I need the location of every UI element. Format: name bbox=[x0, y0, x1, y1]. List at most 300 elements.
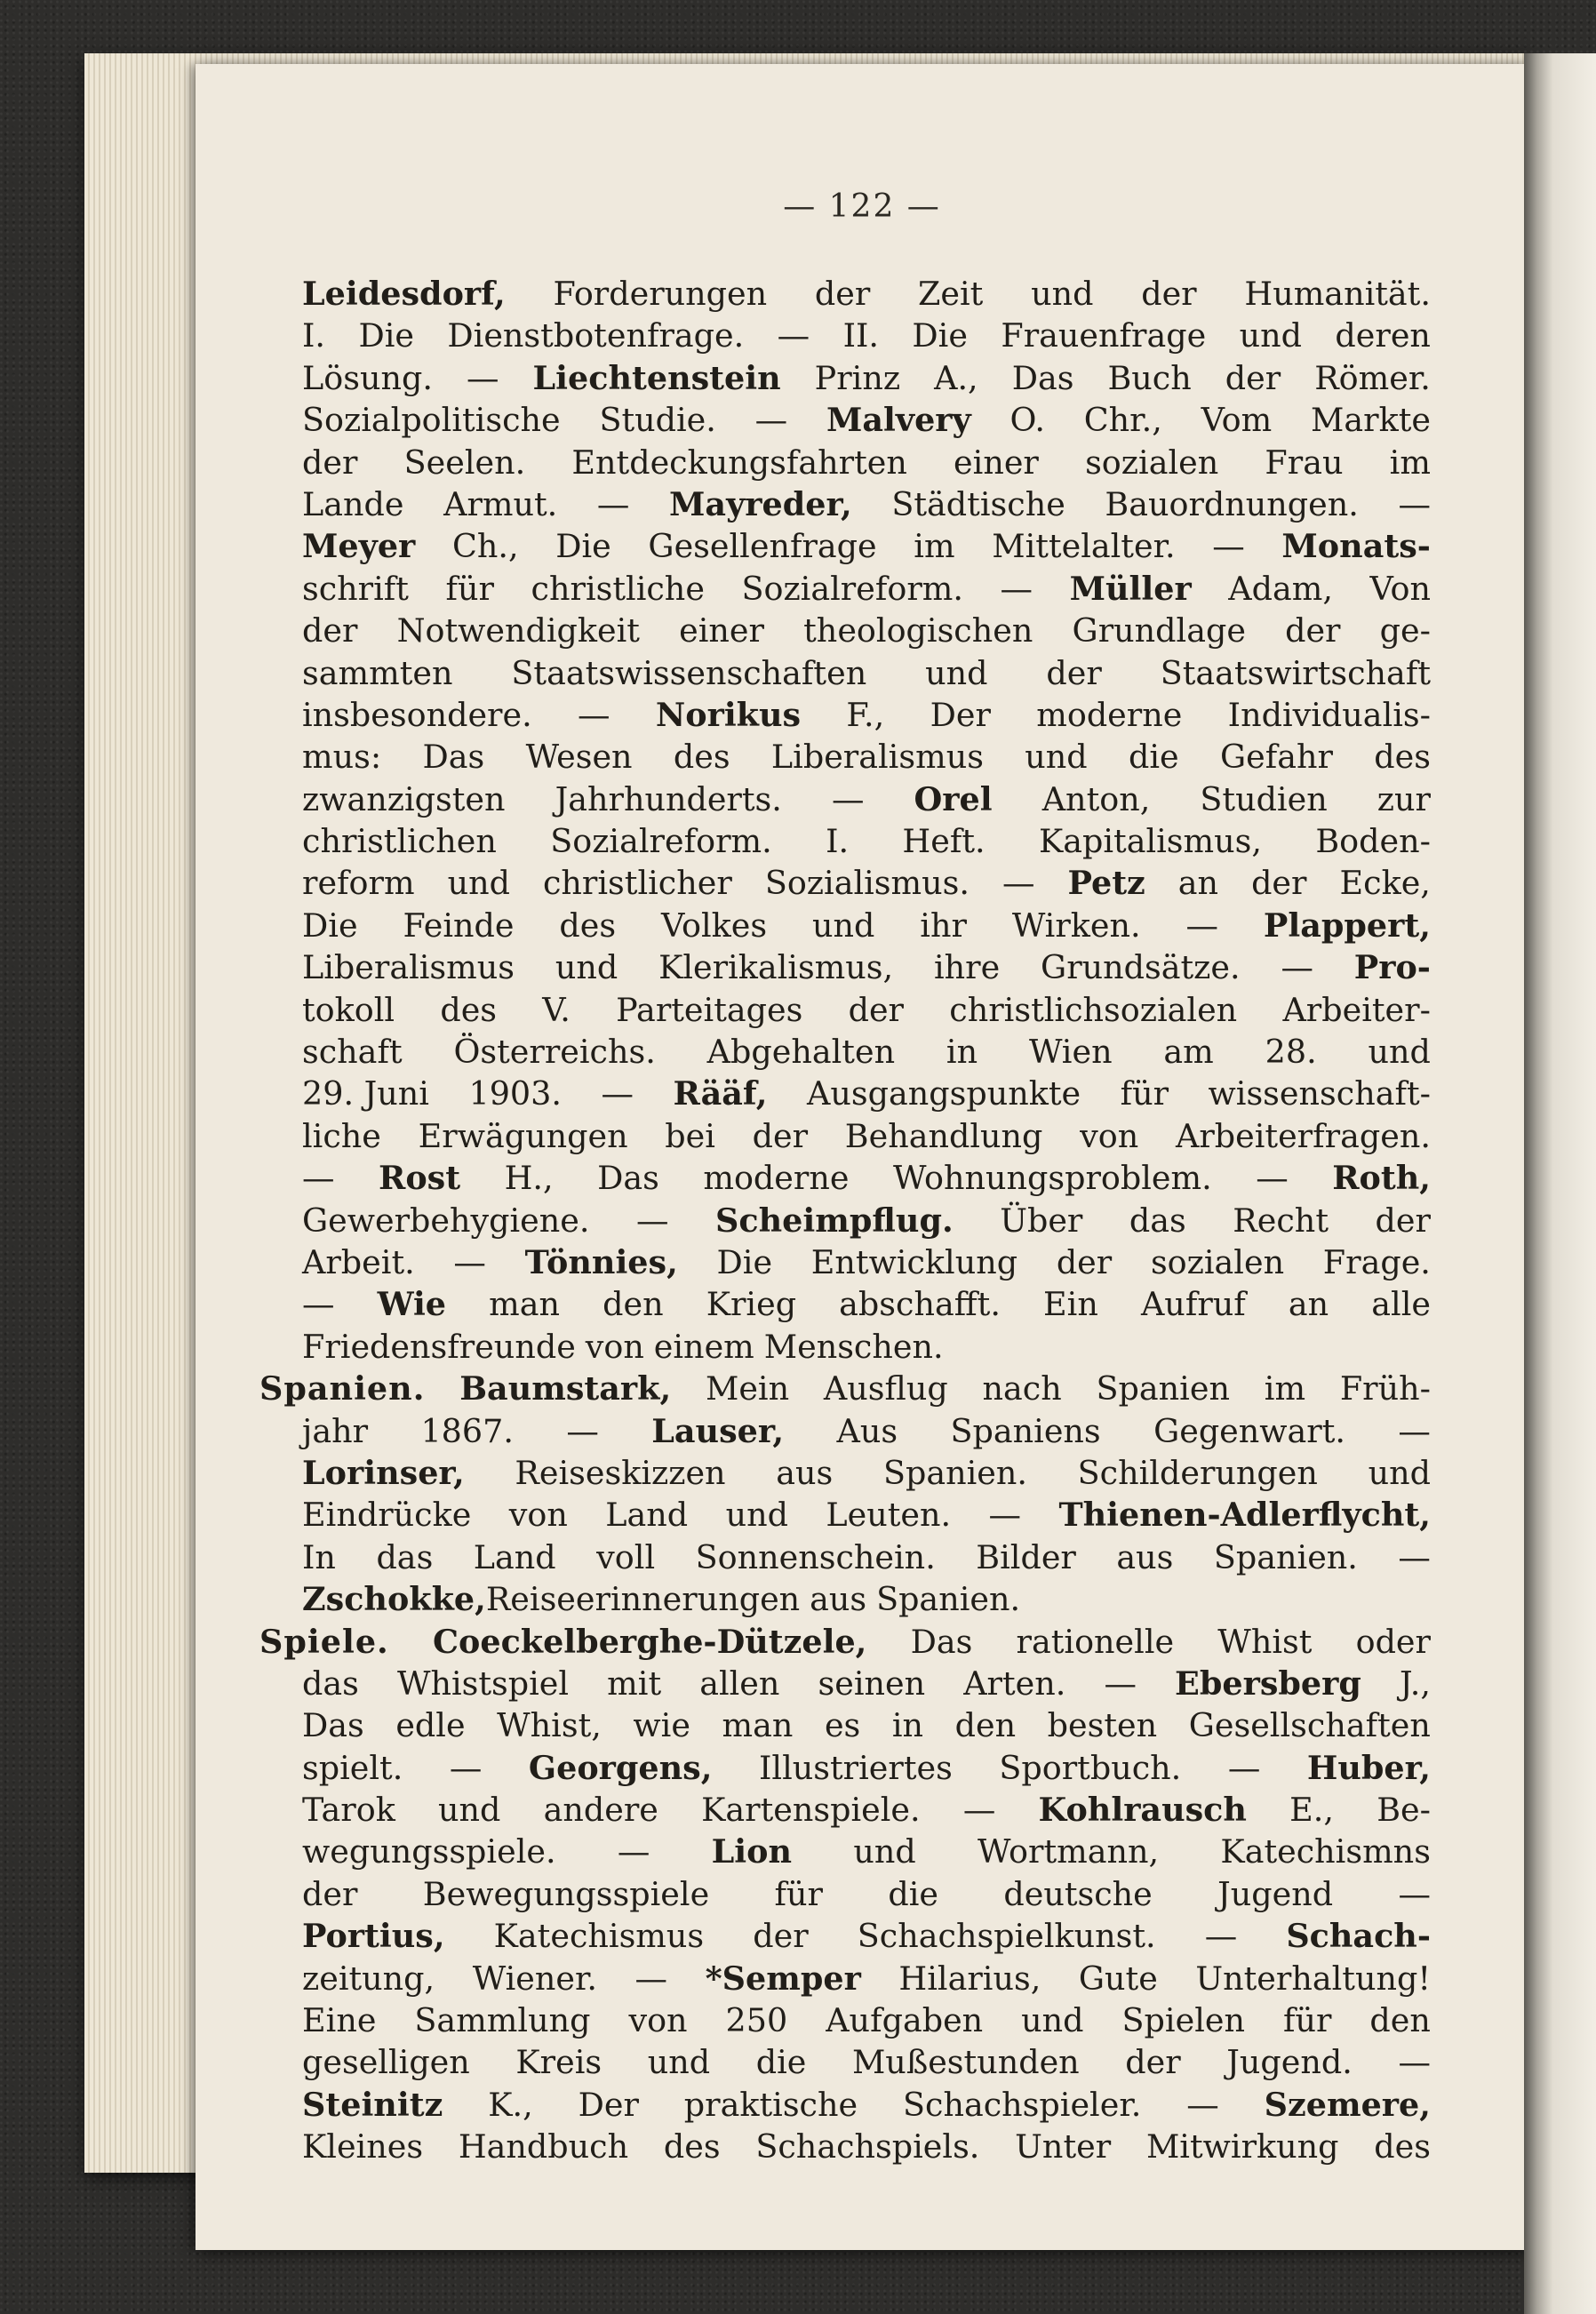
book-page bbox=[196, 64, 1528, 2250]
text-line bbox=[302, 1410, 1431, 1452]
word: Tarok bbox=[302, 1791, 395, 1830]
word: Behandlung bbox=[844, 1116, 1043, 1155]
word: 1867. bbox=[420, 1411, 514, 1450]
text-line bbox=[302, 1073, 1431, 1114]
word: Schachspiels. bbox=[755, 2127, 980, 2166]
word: Mein bbox=[705, 1369, 790, 1408]
word: des bbox=[559, 906, 617, 945]
word: Adam, bbox=[1228, 569, 1333, 608]
word: Kreis bbox=[515, 2043, 602, 2082]
word: mus: bbox=[302, 738, 382, 777]
word: Der bbox=[930, 695, 991, 734]
word: Spaniens bbox=[950, 1411, 1101, 1450]
text-line bbox=[302, 1578, 1431, 1620]
word: Frau bbox=[1265, 443, 1344, 482]
word: das bbox=[376, 1537, 434, 1576]
word: Das bbox=[422, 738, 485, 777]
text-line bbox=[302, 820, 1431, 862]
word: der bbox=[302, 1874, 358, 1913]
word: Die bbox=[302, 906, 358, 945]
word: Staatswissenschaften bbox=[511, 653, 867, 692]
word: — bbox=[601, 1074, 634, 1113]
word: Das bbox=[302, 1706, 364, 1745]
word: seinen bbox=[818, 1664, 926, 1703]
word: Unterhaltung! bbox=[1195, 1959, 1431, 1998]
word: in bbox=[946, 1033, 978, 1072]
word: und bbox=[853, 1832, 916, 1871]
word: der bbox=[814, 275, 871, 313]
word: oder bbox=[1355, 1622, 1431, 1661]
word: Sonnenschein. bbox=[695, 1537, 936, 1576]
word: Sozialismus. bbox=[764, 864, 970, 903]
text-line bbox=[302, 778, 1431, 820]
word: Coeckelberghe-Dützele, bbox=[432, 1622, 867, 1661]
word: christlichsozialen bbox=[949, 990, 1238, 1029]
word: Erwägungen bbox=[418, 1116, 628, 1155]
text-line bbox=[302, 1157, 1431, 1199]
word: ihre bbox=[933, 948, 1001, 987]
word: Bauordnungen. bbox=[1105, 484, 1359, 523]
word: im bbox=[1264, 1369, 1306, 1408]
word: Sozialpolitische bbox=[302, 401, 561, 440]
word: — bbox=[831, 779, 865, 818]
word: Studien bbox=[1200, 779, 1328, 818]
word: Österreichs. bbox=[453, 1033, 656, 1072]
word: Leidesdorf, bbox=[302, 275, 506, 313]
word: Handbuch bbox=[458, 2127, 629, 2166]
word: der bbox=[848, 990, 905, 1029]
word: In bbox=[302, 1537, 336, 1576]
word: Die bbox=[555, 527, 611, 566]
word: Städtische bbox=[891, 484, 1065, 523]
word: J., bbox=[1399, 1664, 1431, 1703]
word: Kohlrausch bbox=[1038, 1791, 1247, 1830]
word: aus bbox=[1116, 1537, 1174, 1576]
word: den bbox=[602, 1285, 664, 1324]
word: liche bbox=[302, 1116, 381, 1155]
word: an bbox=[1177, 864, 1219, 903]
facing-page-edge bbox=[1524, 53, 1596, 2314]
text-line bbox=[302, 1115, 1431, 1157]
word: — bbox=[634, 1959, 668, 1998]
text-line bbox=[302, 1326, 1431, 1368]
word: — bbox=[1212, 527, 1245, 566]
word: Arbeiterfragen. bbox=[1175, 1116, 1431, 1155]
word: und bbox=[1368, 1033, 1431, 1072]
text-line bbox=[302, 736, 1431, 778]
word: Tönnies, bbox=[524, 1242, 678, 1281]
word: wie bbox=[633, 1706, 690, 1745]
word: einer bbox=[954, 443, 1039, 482]
word: schrift bbox=[302, 569, 409, 608]
word: von bbox=[508, 1496, 568, 1535]
word: Von bbox=[1369, 569, 1431, 608]
word: edle bbox=[395, 1706, 466, 1745]
word: und bbox=[447, 864, 510, 903]
word: Whist, bbox=[497, 1706, 602, 1745]
word: Wortmann, bbox=[978, 1832, 1160, 1871]
word: und bbox=[647, 2043, 711, 2082]
word: Staatswirtschaft bbox=[1160, 653, 1431, 692]
word: der bbox=[1141, 275, 1197, 313]
word: Ecke, bbox=[1339, 864, 1431, 903]
word: Be- bbox=[1377, 1791, 1431, 1830]
word: Arbeiter- bbox=[1282, 990, 1431, 1029]
word: Sozialreform. bbox=[741, 569, 963, 608]
word: der bbox=[1285, 611, 1341, 650]
word: Über bbox=[1000, 1201, 1083, 1240]
word: Schachspielkunst. bbox=[857, 1917, 1156, 1956]
section-heading: Spanien. bbox=[259, 1369, 426, 1408]
word: I. bbox=[826, 822, 850, 861]
word: von bbox=[628, 2001, 688, 2040]
word: Gewerbehygiene. bbox=[302, 1201, 590, 1240]
word: Chr., bbox=[1083, 401, 1162, 440]
text-line bbox=[302, 1663, 1431, 1704]
word: Jahrhunderts. bbox=[555, 779, 782, 818]
word: Abgehalten bbox=[706, 1033, 896, 1072]
word: 250 bbox=[725, 2001, 788, 2040]
word: Krieg bbox=[706, 1285, 797, 1324]
text-line bbox=[302, 399, 1431, 441]
text-line bbox=[302, 273, 1431, 315]
word: Grundlage bbox=[1072, 611, 1246, 650]
word: Land bbox=[605, 1496, 689, 1535]
word: E., bbox=[1289, 1791, 1334, 1830]
word: der bbox=[752, 1116, 809, 1155]
word: Kleines bbox=[302, 2127, 424, 2166]
word: Schach- bbox=[1286, 1917, 1431, 1956]
word: — bbox=[449, 1748, 483, 1787]
word: 28. bbox=[1265, 1033, 1317, 1072]
word: aus bbox=[810, 1580, 867, 1619]
word: II. bbox=[842, 316, 880, 355]
section-heading: Spiele. bbox=[259, 1622, 389, 1661]
word: Klerikalismus, bbox=[658, 948, 894, 987]
word: Dienstbotenfrage. bbox=[447, 316, 745, 355]
word: Wesen bbox=[525, 738, 633, 777]
word: ihr bbox=[920, 906, 967, 945]
word: Frauenfrage bbox=[1001, 316, 1207, 355]
word: Gesellenfrage bbox=[648, 527, 877, 566]
word: an bbox=[1288, 1285, 1329, 1324]
word: sozialen bbox=[1085, 443, 1219, 482]
word: Zeit bbox=[918, 275, 984, 313]
word: abschafft. bbox=[839, 1285, 1001, 1324]
text-line bbox=[302, 315, 1431, 356]
word: voll bbox=[596, 1537, 656, 1576]
word: — bbox=[1398, 1411, 1431, 1450]
word: es bbox=[824, 1706, 861, 1745]
word: Schilderungen bbox=[1077, 1453, 1318, 1492]
word: Whist bbox=[1217, 1622, 1313, 1661]
text-line bbox=[302, 483, 1431, 525]
word: Parteitages bbox=[616, 990, 803, 1029]
word: Scheimpflug. bbox=[715, 1201, 954, 1240]
word: Reiseskizzen bbox=[515, 1453, 726, 1492]
word: Ein bbox=[1043, 1285, 1098, 1324]
word: A., bbox=[934, 358, 978, 397]
text-line bbox=[302, 1494, 1431, 1536]
word: Schachspieler. bbox=[903, 2085, 1142, 2124]
text-line bbox=[302, 652, 1431, 694]
text-line bbox=[302, 442, 1431, 483]
word: Leuten. bbox=[826, 1496, 952, 1535]
word: Individualis- bbox=[1227, 695, 1431, 734]
word: man bbox=[722, 1706, 794, 1745]
word: sozialen bbox=[1150, 1242, 1285, 1281]
word: geselligen bbox=[302, 2043, 470, 2082]
word: Studie. bbox=[599, 401, 716, 440]
word: Rost bbox=[378, 1159, 461, 1198]
text-line bbox=[302, 610, 1431, 651]
word: Notwendigkeit bbox=[396, 611, 640, 650]
word: Mußestunden bbox=[851, 2043, 1080, 2082]
word: — bbox=[596, 484, 630, 523]
word: der bbox=[753, 1917, 809, 1956]
word: ge- bbox=[1379, 611, 1431, 650]
word: V. bbox=[542, 990, 571, 1029]
word: Gute bbox=[1078, 1959, 1158, 1998]
word: christliche bbox=[531, 569, 705, 608]
text-line bbox=[302, 1747, 1431, 1789]
word: Portius, bbox=[302, 1917, 445, 1956]
word: theologischen bbox=[803, 611, 1033, 650]
text-line bbox=[302, 1452, 1431, 1494]
word: Katechismns bbox=[1220, 1832, 1431, 1871]
word: Georgens, bbox=[528, 1748, 713, 1787]
word: deren bbox=[1335, 316, 1431, 355]
text-line bbox=[302, 694, 1431, 736]
word: Ebersberg bbox=[1175, 1664, 1361, 1703]
word: Aufgaben bbox=[826, 2001, 984, 2040]
text-line bbox=[302, 525, 1431, 567]
word: des bbox=[663, 2127, 721, 2166]
word: deutsche bbox=[1003, 1874, 1153, 1913]
word: Jugend bbox=[1217, 1874, 1334, 1913]
word: Anton, bbox=[1041, 779, 1151, 818]
word: die bbox=[888, 1874, 938, 1913]
word: Lion bbox=[711, 1832, 793, 1871]
word: Jugend. bbox=[1226, 2043, 1353, 2082]
word: I. bbox=[302, 316, 326, 355]
word: zwanzigsten bbox=[302, 779, 506, 818]
word: Die bbox=[358, 316, 414, 355]
word: 29. Juni bbox=[302, 1074, 429, 1113]
word: und bbox=[725, 1496, 788, 1535]
word: Gesellschaften bbox=[1188, 1706, 1431, 1745]
text-line bbox=[302, 1958, 1431, 1999]
word: Die bbox=[716, 1242, 773, 1281]
word: — bbox=[1000, 569, 1033, 608]
word: andere bbox=[543, 1791, 658, 1830]
word: Steinitz bbox=[302, 2085, 443, 2124]
word: O. bbox=[1009, 401, 1045, 440]
word: Wohnungsproblem. bbox=[892, 1159, 1212, 1198]
text-line bbox=[302, 1873, 1431, 1915]
word: und bbox=[812, 906, 875, 945]
word: schaft bbox=[302, 1033, 403, 1072]
word: Lorinser, bbox=[302, 1453, 465, 1492]
word: man bbox=[489, 1285, 561, 1324]
word: einem bbox=[653, 1327, 754, 1366]
word: Wie bbox=[377, 1285, 447, 1324]
word: Mayreder, bbox=[669, 484, 852, 523]
word: christlicher bbox=[542, 864, 732, 903]
text-line bbox=[302, 1200, 1431, 1241]
word: Meyer bbox=[302, 527, 416, 566]
word: Katechismus bbox=[493, 1917, 705, 1956]
word: und bbox=[1031, 275, 1094, 313]
word: in bbox=[891, 1706, 924, 1745]
word: im bbox=[914, 527, 955, 566]
word: für bbox=[1282, 2001, 1332, 2040]
word: Markte bbox=[1311, 401, 1431, 440]
word: reform bbox=[302, 864, 415, 903]
word: Sammlung bbox=[414, 2001, 591, 2040]
word: K., bbox=[488, 2085, 533, 2124]
text-line bbox=[302, 1831, 1431, 1872]
word: den bbox=[1369, 2001, 1431, 2040]
word: Liechtenstein bbox=[532, 358, 781, 397]
word: Spanien. bbox=[882, 1453, 1027, 1492]
word: Grundsätze. bbox=[1041, 948, 1241, 987]
word: Aus bbox=[836, 1411, 898, 1450]
text-line bbox=[302, 1789, 1431, 1831]
word: sammten bbox=[302, 653, 453, 692]
word: des bbox=[673, 738, 730, 777]
word: wegungsspiele. bbox=[302, 1832, 556, 1871]
text-line bbox=[302, 2126, 1431, 2167]
text-line bbox=[302, 357, 1431, 399]
word: Mitwirkung bbox=[1145, 2127, 1339, 2166]
word: die bbox=[1128, 738, 1179, 777]
word: der bbox=[1251, 864, 1307, 903]
word: Spanien bbox=[1096, 1369, 1230, 1408]
word: moderne bbox=[703, 1159, 850, 1198]
word: christlichen bbox=[302, 822, 497, 861]
text-line bbox=[302, 1283, 1431, 1325]
word: Bewegungsspiele bbox=[422, 1874, 710, 1913]
word: Kartenspiele. bbox=[701, 1791, 921, 1830]
word: der bbox=[1046, 653, 1102, 692]
word: und bbox=[1239, 316, 1303, 355]
word: Liberalismus bbox=[770, 738, 984, 777]
word: Liberalismus bbox=[302, 948, 515, 987]
word: Ch., bbox=[451, 527, 519, 566]
text-line bbox=[302, 1999, 1431, 2041]
word: Frage. bbox=[1322, 1242, 1431, 1281]
word: Entwicklung bbox=[810, 1242, 1018, 1281]
text-line bbox=[302, 1241, 1431, 1283]
word: Die bbox=[912, 316, 968, 355]
word: Bilder bbox=[976, 1537, 1076, 1576]
word: nach bbox=[982, 1369, 1062, 1408]
word: — bbox=[1398, 1874, 1431, 1913]
word: Lösung. bbox=[302, 358, 433, 397]
word: Rääf, bbox=[673, 1074, 768, 1113]
word: im bbox=[1389, 443, 1431, 482]
word: die bbox=[755, 2043, 807, 2082]
word: — bbox=[1186, 2085, 1219, 2124]
page-number: — 122 — bbox=[783, 188, 941, 225]
word: Der bbox=[578, 2085, 639, 2124]
word: das bbox=[302, 1664, 359, 1703]
text-line bbox=[302, 2084, 1431, 2126]
word: H., bbox=[504, 1159, 554, 1198]
word: rationelle bbox=[1016, 1622, 1175, 1661]
word: — bbox=[636, 1201, 669, 1240]
word: Malvery bbox=[826, 401, 971, 440]
word: — bbox=[1204, 1917, 1238, 1956]
word: Zschokke, bbox=[302, 1580, 486, 1619]
word: Whistspiel bbox=[396, 1664, 570, 1703]
word: wissenschaft- bbox=[1208, 1074, 1431, 1113]
word: Arbeit. bbox=[302, 1242, 415, 1281]
text-line bbox=[302, 2041, 1431, 2083]
word: spielt. bbox=[302, 1748, 403, 1787]
word: Gegenwart. bbox=[1153, 1411, 1346, 1450]
word: Gefahr bbox=[1219, 738, 1333, 777]
word: — bbox=[1398, 484, 1431, 523]
word: Feinde bbox=[403, 906, 515, 945]
text-line bbox=[302, 1031, 1431, 1073]
word: Orel bbox=[914, 779, 993, 818]
word: F., bbox=[846, 695, 885, 734]
word: und bbox=[1021, 2001, 1084, 2040]
word: für bbox=[445, 569, 494, 608]
word: Land bbox=[473, 1537, 556, 1576]
word: Prinz bbox=[814, 358, 901, 397]
word: 1903. bbox=[468, 1074, 562, 1113]
word: Plappert, bbox=[1263, 906, 1431, 945]
word: und bbox=[1368, 1453, 1431, 1492]
word: Volkes bbox=[661, 906, 768, 945]
word: und bbox=[925, 653, 988, 692]
word: Heft. bbox=[902, 822, 986, 861]
word: moderne bbox=[1036, 695, 1183, 734]
word: — bbox=[566, 1411, 599, 1450]
word: — bbox=[1256, 1159, 1289, 1198]
word: besten bbox=[1047, 1706, 1158, 1745]
word: — bbox=[1398, 1537, 1431, 1576]
word: — bbox=[1281, 948, 1313, 987]
word: Römer. bbox=[1314, 358, 1431, 397]
word: Roth, bbox=[1332, 1159, 1431, 1198]
text-line bbox=[302, 1704, 1431, 1746]
word: Wirken. bbox=[1011, 906, 1141, 945]
word: Reiseerinnerungen bbox=[485, 1580, 801, 1619]
word: Wiener. bbox=[472, 1959, 597, 1998]
word: Forderungen bbox=[553, 275, 768, 313]
word: — bbox=[1104, 1664, 1137, 1703]
word: Unter bbox=[1015, 2127, 1112, 2166]
word: Ausgangspunkte bbox=[807, 1074, 1081, 1113]
word: Thienen-Adlerflycht, bbox=[1058, 1496, 1431, 1535]
word: Das bbox=[1011, 358, 1074, 397]
word: des bbox=[1374, 2127, 1431, 2166]
word: zur bbox=[1377, 779, 1431, 818]
word: Spanien. bbox=[1213, 1537, 1358, 1576]
text-line bbox=[302, 1536, 1431, 1578]
word: Wien bbox=[1028, 1033, 1113, 1072]
text-line bbox=[302, 905, 1431, 946]
text-line bbox=[302, 1915, 1431, 1957]
word: Vom bbox=[1201, 401, 1273, 440]
word: alle bbox=[1371, 1285, 1431, 1324]
word: praktische bbox=[683, 2085, 858, 2124]
word: Norikus bbox=[655, 695, 802, 734]
